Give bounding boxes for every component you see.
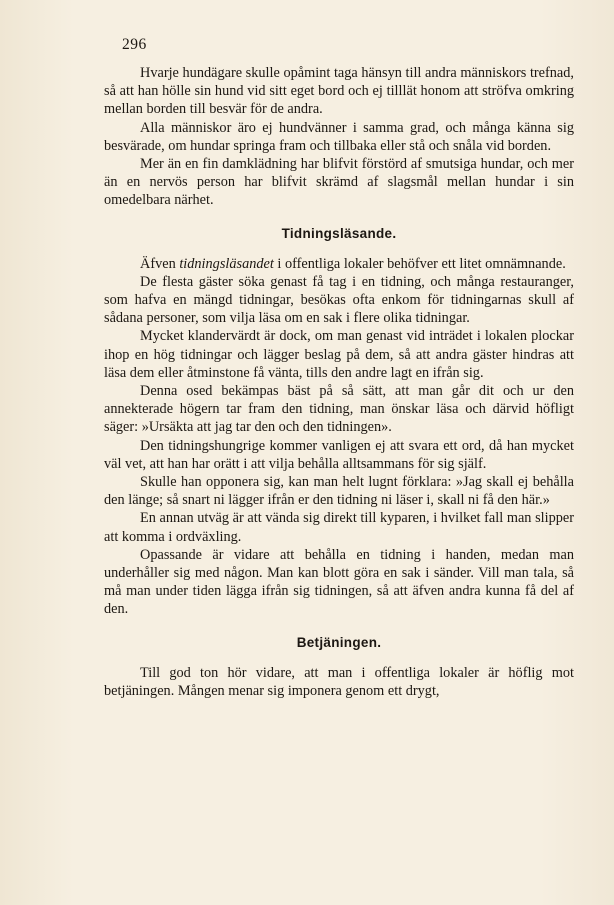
- paragraph: [104, 64, 574, 119]
- paragraph-text: Mer än en fin damklädning har blifvit förstörd af smutsiga hundar, och mer än en nervös person har blifvit skrämd af slagsmål mellan hundar i sin omedelbara närhet.: [104, 156, 574, 209]
- paragraph-text: Äfven: [140, 255, 180, 272]
- section-heading: Tidningsläsande.: [281, 225, 397, 241]
- paragraph-text: Denna osed bekämpas bäst på så sätt, att man går dit och ur den annekterade högern tar fram den tidning, man önskar läsa och därvid höfligt säger: »Ursäkta att jag tar den och den tidningen».: [104, 383, 574, 436]
- paragraph-text: Till god ton hör vidare, att man i offentliga lokaler är höflig mot betjäningen. Mången menar sig imponera genom ett drygt,: [104, 664, 574, 699]
- paragraph-text: Mycket klandervärdt är dock, om man genast vid inträdet i lokalen plockar ihop en hög tidningar och lägger beslag på dem, så att andra gäster hindras att läsa dem eller åtminstone få vänta, tills den andre lagt en ifrån sig.: [104, 328, 574, 381]
- paragraph-text: Opassande är vidare att behålla en tidning i handen, medan man underhåller sig med någon. Man kan blott göra en sak i sänder. Vill man tala, så må man under tiden lägga ifrån sig tidningen, så att äfven andra kunna få del af den.: [104, 546, 574, 618]
- paragraph: [104, 155, 574, 210]
- paragraph: [104, 327, 574, 382]
- paragraph-text: Den tidningshungrige kommer vanligen ej att svara ett ord, då han mycket väl vet, att han har orätt i att vilja behålla alltsammans för sig själf.: [104, 437, 574, 472]
- paragraph: [104, 664, 574, 700]
- paragraph: [104, 473, 574, 509]
- section-heading: Betjäningen.: [296, 634, 382, 650]
- page-body: [104, 64, 574, 700]
- paragraph-text: En annan utväg är att vända sig direkt till kyparen, i hvilket fall man slipper att komma i ordväxling.: [104, 510, 574, 545]
- paragraph: [104, 119, 574, 155]
- paragraph-text: Alla människor äro ej hundvänner i samma grad, och många känna sig besvärade, om hundar springa fram och tillbaka eller stå och snåla vid borden.: [104, 119, 574, 154]
- paragraph-text: De flesta gäster söka genast få tag i en tidning, och många restauranger, som hafva en mängd tidningar, besökas ofta enkom för tidningarnas skull af sådana personer, som vilja läsa om en sak i flere olika tidningar.: [104, 273, 574, 327]
- paragraph-text: Hvarje hundägare skulle opåmint taga hänsyn till andra människors trefnad, så att han hölle sin hund vid sitt eget bord och ej tilllät honom att ströfva omkring mellan borden till besvär för de andra.: [104, 65, 574, 118]
- paragraph: [104, 509, 574, 545]
- paragraph: [104, 273, 574, 328]
- paragraph: [104, 546, 574, 619]
- paragraph: [104, 437, 574, 473]
- paragraph: [104, 255, 574, 273]
- paragraph: [104, 382, 574, 437]
- paragraph-text: Skulle han opponera sig, kan man helt lugnt förklara: »Jag skall ej behålla den länge; så snart ni lägger ifrån er den tidning ni läser i, skall ni få den här.»: [104, 474, 574, 509]
- paragraph-text: i offentliga lokaler behöfver ett litet omnämnande.: [273, 255, 566, 272]
- emphasized-term: tidningsläsandet: [179, 255, 274, 272]
- page-number: 296: [122, 36, 147, 53]
